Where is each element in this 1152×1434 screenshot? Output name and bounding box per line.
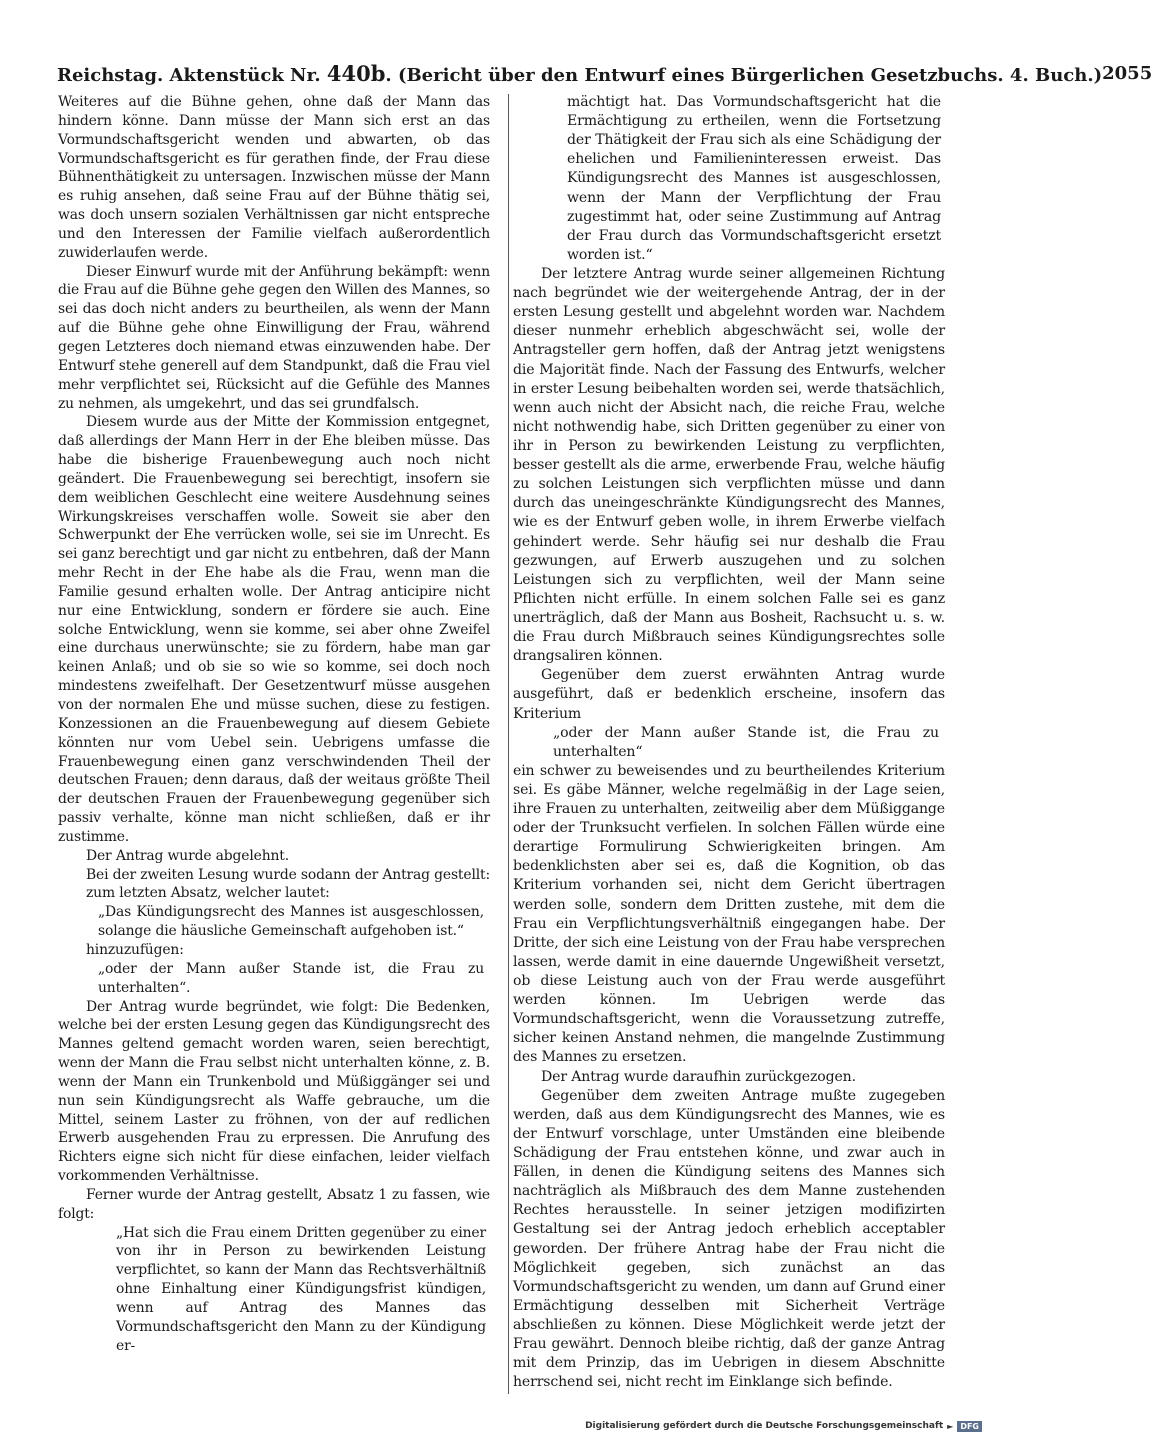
quoted-text: mächtigt hat. Das Vormundschaftsgericht hat die Ermächtigung zu ertheilen, wenn die Fortsetzung der Thätigkeit der Frau sich als eine Schädigung der ehelichen und Familieninteressen erweist. Das Kündigungsrecht des Mannes ist ausgeschlossen, wenn der Mann der Verpflichtung der Frau zugestimmt hat, oder seine Zustimmung auf Antrag der Frau durch das Vormundschaftsgericht ersetzt worden ist.“ <box>567 94 941 263</box>
credit-text: Digitalisierung gefördert durch die Deutsche Forschungsgemeinschaft <box>585 1421 944 1431</box>
paragraph: hinzuzufügen: <box>86 941 184 958</box>
quoted-text: „oder der Mann außer Stande ist, die Frau zu unterhalten“. <box>98 960 484 996</box>
running-title <box>57 61 1102 86</box>
paragraph: Der Antrag wurde abgelehnt. <box>86 847 289 864</box>
paragraph: Der letztere Antrag wurde seiner allgemeinen Richtung nach begründet wie der weitergehende Antrag, der in der ersten Lesung gestellt und abgelehnt worden war. Nachdem dieser nunmehr erheblich abgeschwächt sei, wolle der Antragsteller gern hoffen, daß der Antrag jetzt wenigstens die Majorität finde. Nach der Fassung des Entwurfs, welcher in erster Lesung beibehalten worden sei, werde thatsächlich, wenn auch nicht der Absicht nach, die reiche Frau, welche nicht nothwendig habe, sich Dritten gegenüber zu einer von ihr in Person zu bewirkenden Leistung zu verpflichten, besser gestellt als die arme, erwerbende Frau, welche häufig zu solchen Leistungen sich verpflichten müsse und dann durch das uneingeschränkte Kündigungsrecht des Mannes, wie es der Entwurf geben wolle, in ihrem Erwerbe vielfach gehindert werde. Sehr häufig sei nur deshalb die Frau gezwungen, auf Erwerb auszugehen und zu solchen Leistungen sich zu verpflichten, weil der Mann seine Pflichten nicht erfülle. In einem solchen Falle sei es ganz unerträglich, daß der Mann aus Bosheit, Rachsucht u. s. w. die Frau durch Mißbrauch seines Kündigungsrechtes solle drangsaliren können. <box>513 265 945 665</box>
paragraph: Diesem wurde aus der Mitte der Kommission entgegnet, daß allerdings der Mann Herr in der Ehe bleiben müsse. Das habe die bisherige Frauenbewegung auch noch nicht geändert. Die Frauenbewegung sei berechtigt, insofern sie dem weiblichen Geschlecht eine weitere Ausdehnung seines Wirkungskreises verschaffen wolle. Soweit sie aber den Schwerpunkt der Ehe verrücken wolle, sei sie im Unrecht. Es sei ganz berechtigt und gar nicht zu entbehren, daß der Mann mehr Recht in der Ehe habe als die Frau, wenn man die Familie gesund erhalten wolle. Der Antrag anticipire nicht nur eine Entwicklung, sondern er fördere sie auch. Eine solche Entwicklung, wenn sie komme, sei aber ohne Zweifel eine durchaus unerwünschte; sie zu fördern, habe man gar keinen Anlaß; und ob sie so wie so komme, sei doch noch mindestens zweifelhaft. Der Gesetzentwurf müsse ausgehen von der normalen Ehe und müsse suchen, diese zu festigen. Konzessionen an die Frauenbewegung auf diesem Gebiete könnten nur vom Uebel sein. Uebrigens umfasse die Frauenbewegung einen ganz verschwindenden Theil der deutschen Frauen; denn daraus, daß der weitaus größte Theil der deutschen Frauen der Frauenbewegung gegenüber sich passiv verhalte, könne man nicht schließen, daß er ihr zustimme. <box>58 414 490 845</box>
document-number: 440b <box>326 60 386 86</box>
paragraph: Der Antrag wurde begründet, wie folgt: Die Bedenken, welche bei der ersten Lesung gegen das Kündigungsrecht des Mannes geltend gemacht worden waren, seien berechtigt, wenn der Mann die Frau selbst nicht unterhalten könne, z. B. wenn der Mann ein Trunkenbold und Müßiggänger sei und nun sein Kündigungsrecht als Waffe gebrauche, um die Mittel, seinem Laster zu fröhnen, von der auf redlichen Erwerb ausgehenden Frau zu erpressen. Die Anrufung des Richters eigne sich nicht für diese einfachen, leider vielfach vorkommenden Verhältnisse. <box>58 998 490 1185</box>
running-title-start: Reichstag. Aktenstück Nr. <box>57 64 327 86</box>
paragraph: Dieser Einwurf wurde mit der Anführung bekämpft: wenn die Frau auf die Bühne gehe gegen den Willen des Mannes, so sei das doch nicht anders zu beurtheilen, als wenn der Mann auf die Bühne gehe ohne Einwilligung der Frau, während gegen Letzteres doch niemand etwas einzuwenden habe. Der Entwurf stehe generell auf dem Standpunkt, daß die Frau viel mehr verpflichtet sei, Rücksicht auf die Gefühle des Mannes zu nehmen, als umgekehrt, und das sei grundfalsch. <box>58 263 490 412</box>
page-number: 2055 <box>1102 62 1152 84</box>
quoted-text: „oder der Mann außer Stande ist, die Frau zu unterhalten“ <box>553 724 939 760</box>
paragraph: Bei der zweiten Lesung wurde sodann der Antrag gestellt: <box>86 866 490 883</box>
dfg-logo: DFG <box>957 1421 982 1432</box>
left-column <box>58 93 490 1393</box>
quoted-text: „Hat sich die Frau einem Dritten gegenüber zu einer von ihr in Person zu bewirkenden Leistung verpflichtet, so kann der Mann das Rechtsverhältniß ohne Einhaltung einer Kündigungsfrist kündigen, wenn auf Antrag des Mannes das Vormundschaftsgericht den Mann zu der Kündigung er- <box>116 1224 486 1354</box>
right-column <box>513 93 945 1393</box>
digitization-credit <box>585 1420 982 1432</box>
column-divider <box>508 94 509 1394</box>
paragraph: zum letzten Absatz, welcher lautet: <box>86 885 330 902</box>
page-header <box>57 60 1152 86</box>
paragraph: Der Antrag wurde daraufhin zurückgezogen. <box>541 1068 856 1085</box>
paragraph: Ferner wurde der Antrag gestellt, Absatz 1 zu fassen, wie folgt: <box>58 1186 490 1222</box>
paragraph: Gegenüber dem zuerst erwähnten Antrag wurde ausgeführt, daß er bedenklich erscheine, insofern das Kriterium <box>513 667 945 722</box>
running-title-end: . (Bericht über den Entwurf eines Bürgerlichen Gesetzbuchs. 4. Buch.) <box>385 64 1103 86</box>
paragraph: Weiteres auf die Bühne gehen, ohne daß der Mann das hindern könne. Dann müsse der Mann sich erst an das Vormundschaftsgericht wenden und abwarten, ob das Vormundschaftsgericht es für gerathen finde, der Frau diese Bühnenthätigkeit zu untersagen. Inzwischen müsse der Mann es ruhig ansehen, daß seine Frau auf der Bühne thätig sei, was doch unsern sozialen Verhältnissen gar nicht entspreche und den Interessen der Familie vielfach außerordentlich zuwiderlaufen werde. <box>58 94 490 261</box>
arrow-icon: ► <box>947 1421 954 1431</box>
quoted-text: „Das Kündigungsrecht des Mannes ist ausgeschlossen, solange die häusliche Gemeinschaft aufgehoben ist.“ <box>98 904 484 940</box>
paragraph: Gegenüber dem zweiten Antrage mußte zugegeben werden, daß aus dem Kündigungsrecht des Mannes, wie es der Entwurf vorschlage, unter Umständen eine bleibende Schädigung der Frau entstehen könne, und zwar auch in Fällen, in denen die Kündigung seitens des Mannes sich nachträglich als Mißbrauch des dem Manne zustehenden Rechtes herausstelle. In seiner jetzigen modifizirten Gestaltung sei der Antrag jedoch erheblich acceptabler geworden. Der frühere Antrag habe der Frau nicht die Möglichkeit gegeben, sich zunächst an das Vormundschaftsgericht zu wenden, um dann auf Grund einer Ermächtigung desselben mit Sicherheit Verträge abschließen zu können. Diese Möglichkeit werde jetzt der Frau gewährt. Dennoch bleibe richtig, daß der ganze Antrag mit dem Prinzip, das im Uebrigen in diesem Abschnitte herrschend sei, nicht recht im Einklange sich befinde. <box>513 1087 945 1391</box>
paragraph: ein schwer zu beweisendes und zu beurtheilendes Kriterium sei. Es gäbe Männer, welche regelmäßig in der Lage seien, ihre Frauen zu unterhalten, zeitweilig aber dem Müßiggange oder der Trunksucht verfielen. In solchen Fällen würde eine derartige Formulirung Schwierigkeiten bringen. Am bedenklichsten aber sei es, daß die Kognition, ob das Kriterium vorhanden sei, nicht dem Gericht übertragen werden solle, sondern dem Dritten zustehe, mit dem die Frau ein Verpflichtungsverhältniß eingegangen habe. Der Dritte, der sich eine Leistung von der Frau habe versprechen lassen, werde damit in eine dauernde Ungewißheit versetzt, ob diese Leistung auch von der Frau werde ausgeführt werden können. Im Uebrigen werde das Vormundschaftsgericht, wenn die Voraussetzung zutreffe, sicher keinen Anstand nehmen, die mangelnde Zustimmung des Mannes zu ersetzen. <box>513 762 945 1066</box>
